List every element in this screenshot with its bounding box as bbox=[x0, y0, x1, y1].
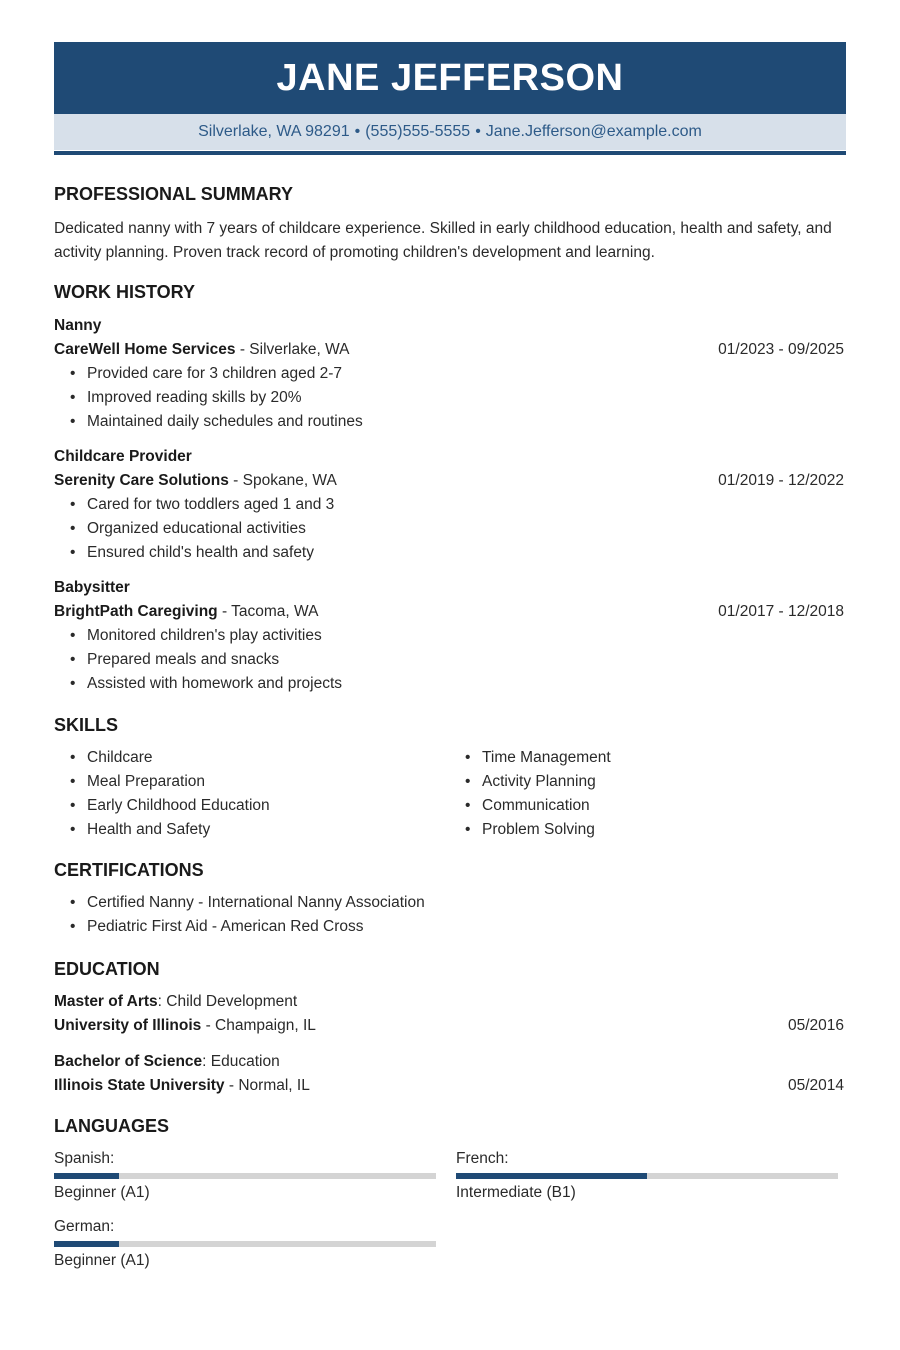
job-location: - Tacoma, WA bbox=[217, 603, 319, 620]
job-dates: 01/2019 - 12/2022 bbox=[718, 472, 844, 489]
job-bullets bbox=[54, 493, 844, 565]
contact-phone: (555)555-5555 bbox=[365, 123, 471, 140]
edu-degree: Bachelor of Science bbox=[54, 1053, 203, 1070]
contact-separator: • bbox=[475, 123, 481, 140]
edu-date: 05/2014 bbox=[787, 1077, 844, 1094]
job-title: Babysitter bbox=[54, 579, 130, 596]
skill-item: • Health and Safety bbox=[54, 818, 270, 842]
education-entry bbox=[54, 1050, 844, 1098]
language-proficiency-fill bbox=[54, 1173, 119, 1179]
job-bullet: • Provided care for 3 children aged 2-7 bbox=[54, 362, 844, 386]
skill-item: • Time Management bbox=[449, 746, 611, 770]
header-divider bbox=[54, 151, 846, 155]
language-name: French: bbox=[456, 1150, 509, 1167]
language-entry bbox=[456, 1147, 838, 1205]
job-company-row bbox=[54, 600, 844, 624]
certifications-list bbox=[54, 891, 425, 939]
job-bullets bbox=[54, 624, 844, 696]
education-heading: EDUCATION bbox=[54, 959, 160, 979]
language-proficiency-fill bbox=[54, 1241, 119, 1247]
job-bullet: • Improved reading skills by 20% bbox=[54, 386, 844, 410]
edu-field: : Education bbox=[202, 1053, 280, 1070]
job-dates: 01/2017 - 12/2018 bbox=[718, 603, 844, 620]
language-entry bbox=[54, 1215, 436, 1273]
skill-item: • Meal Preparation bbox=[54, 770, 270, 794]
language-entry bbox=[54, 1147, 436, 1205]
certifications-heading: CERTIFICATIONS bbox=[54, 860, 204, 880]
name-banner bbox=[54, 42, 846, 114]
edu-school: University of Illinois bbox=[54, 1017, 202, 1034]
skill-item: • Problem Solving bbox=[449, 818, 611, 842]
job-bullets bbox=[54, 362, 844, 434]
contact-location: Silverlake, WA 98291 bbox=[198, 123, 350, 140]
skill-item: • Early Childhood Education bbox=[54, 794, 270, 818]
language-proficiency-bar bbox=[54, 1241, 436, 1247]
summary-heading: PROFESSIONAL SUMMARY bbox=[54, 184, 294, 204]
language-proficiency-fill bbox=[456, 1173, 647, 1179]
education-entry bbox=[54, 990, 844, 1038]
language-level: Beginner (A1) bbox=[54, 1184, 150, 1201]
job-location: - Silverlake, WA bbox=[235, 341, 350, 358]
language-name: Spanish: bbox=[54, 1150, 115, 1167]
skills-list-left bbox=[54, 746, 270, 842]
job-company: Serenity Care Solutions bbox=[54, 472, 229, 489]
job-company: BrightPath Caregiving bbox=[54, 603, 218, 620]
edu-field: : Child Development bbox=[157, 993, 298, 1010]
job-company-row bbox=[54, 469, 844, 493]
edu-date: 05/2016 bbox=[787, 1017, 844, 1034]
job-entry bbox=[54, 314, 844, 434]
job-company-row bbox=[54, 338, 844, 362]
job-location: - Spokane, WA bbox=[228, 472, 337, 489]
job-bullet: • Prepared meals and snacks bbox=[54, 648, 844, 672]
edu-school: Illinois State University bbox=[54, 1077, 225, 1094]
job-bullet: • Cared for two toddlers aged 1 and 3 bbox=[54, 493, 844, 517]
job-bullet: • Monitored children's play activities bbox=[54, 624, 844, 648]
edu-location: - Champaign, IL bbox=[201, 1017, 316, 1034]
skill-item: • Activity Planning bbox=[449, 770, 611, 794]
skills-heading: SKILLS bbox=[54, 715, 119, 735]
edu-location: - Normal, IL bbox=[224, 1077, 310, 1094]
certification-item: • Pediatric First Aid - American Red Cross bbox=[54, 915, 425, 939]
language-level: Beginner (A1) bbox=[54, 1252, 150, 1269]
job-bullet: • Assisted with homework and projects bbox=[54, 672, 844, 696]
job-title: Childcare Provider bbox=[54, 448, 192, 465]
language-proficiency-bar bbox=[54, 1173, 436, 1179]
candidate-name: JANE JEFFERSON bbox=[276, 56, 624, 99]
language-proficiency-bar bbox=[456, 1173, 838, 1179]
skill-item: • Communication bbox=[449, 794, 611, 818]
job-title: Nanny bbox=[54, 317, 102, 334]
work-history-heading: WORK HISTORY bbox=[54, 282, 196, 302]
job-bullet: • Organized educational activities bbox=[54, 517, 844, 541]
skills-list-right bbox=[449, 746, 611, 842]
summary-text: Dedicated nanny with 7 years of childcare experience. Skilled in early childhood education, health and safety, and activity planning. Proven track record of promoting children's development and learning. bbox=[54, 220, 832, 261]
job-entry bbox=[54, 576, 844, 696]
job-entry bbox=[54, 445, 844, 565]
languages-heading: LANGUAGES bbox=[54, 1116, 170, 1136]
skill-item: • Childcare bbox=[54, 746, 270, 770]
job-company: CareWell Home Services bbox=[54, 341, 236, 358]
contact-bar bbox=[54, 114, 846, 150]
job-bullet: • Maintained daily schedules and routines bbox=[54, 410, 844, 434]
job-bullet: • Ensured child's health and safety bbox=[54, 541, 844, 565]
job-dates: 01/2023 - 09/2025 bbox=[718, 341, 844, 358]
edu-degree: Master of Arts bbox=[54, 993, 158, 1010]
language-level: Intermediate (B1) bbox=[456, 1184, 576, 1201]
certification-item: • Certified Nanny - International Nanny Association bbox=[54, 891, 425, 915]
contact-separator: • bbox=[354, 123, 361, 140]
language-name: German: bbox=[54, 1218, 115, 1235]
contact-email: Jane.Jefferson@example.com bbox=[485, 123, 702, 140]
